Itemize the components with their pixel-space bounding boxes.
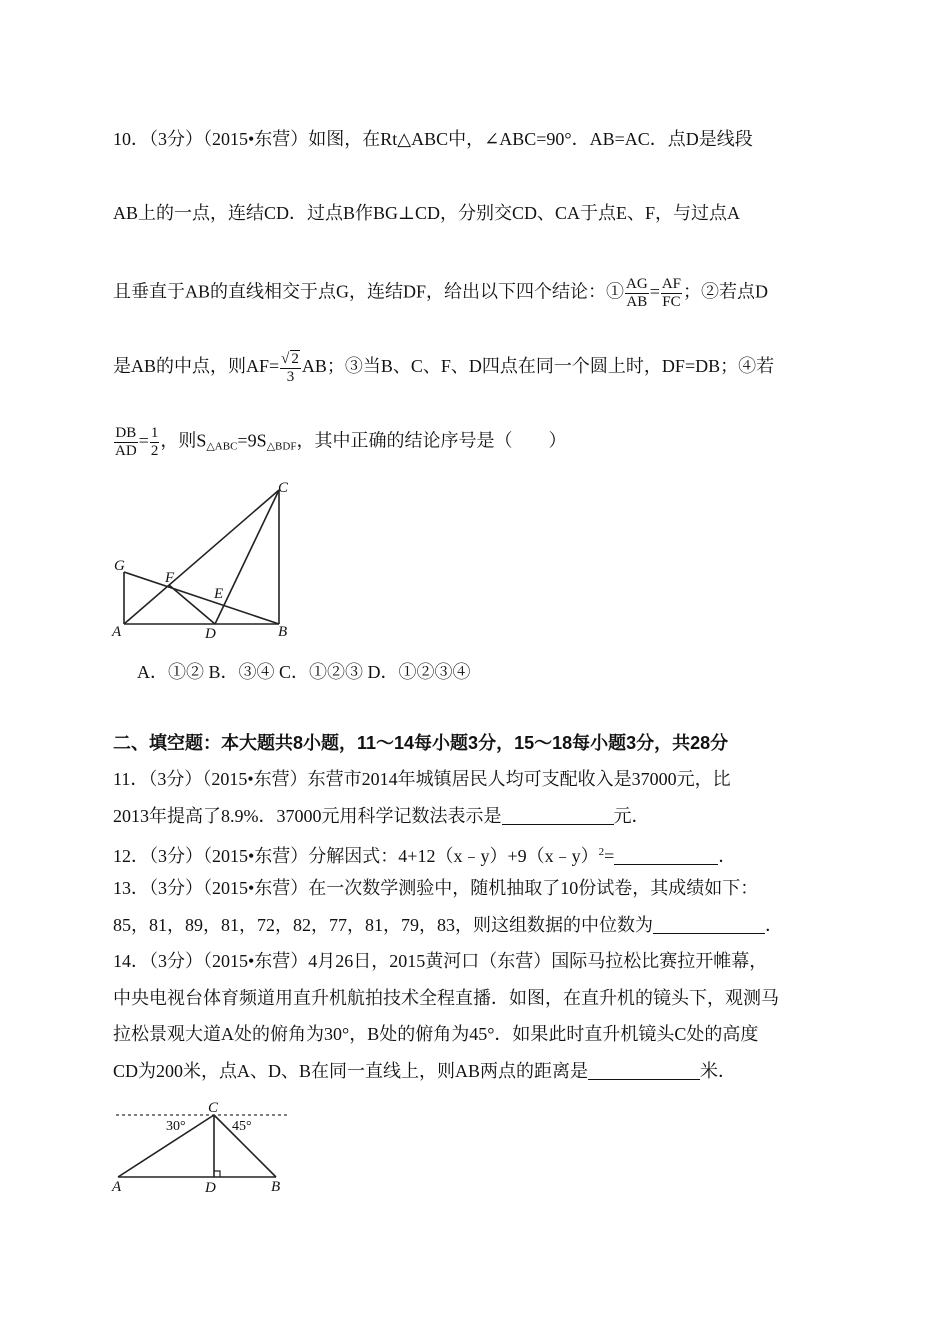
segment-gb (124, 572, 279, 624)
label-f: F (165, 570, 175, 586)
q10-line3-text: 且垂直于AB的直线相交于点G，连结DF，给出以下四个结论：① (113, 281, 625, 302)
label-d: D (205, 626, 216, 642)
q13-line2: 85，81，89，81，72，82，77，81，79，83，则这组数据的中位数为 ． (113, 915, 783, 935)
q10-line5-b: =9S (237, 430, 267, 451)
label-b: B (278, 624, 288, 640)
label-c: C (278, 480, 289, 496)
q12-line: 12．（3分）（2015•东营）分解因式：4+12（x﹣y）+9（x﹣y）$^2$= ． (113, 846, 737, 866)
q10-line5 (113, 425, 566, 460)
answer-blank-q11[interactable] (502, 806, 614, 825)
q10-line5-c: ，其中正确的结论序号是（ ） (296, 430, 567, 451)
label-angle-30: 30° (166, 1119, 186, 1134)
fraction-1-2: $\frac{1}{2}$ (150, 425, 159, 459)
segment-cd (215, 490, 279, 624)
q10-options: A．①② B．③④ C．①②③ D．①②③④ (137, 662, 471, 682)
q14-line4: CD为200米，点A、D、B在同一直线上，则AB两点的距离是 米． (113, 1061, 737, 1081)
subscript-bdf: △BDF (266, 440, 297, 453)
equals-sign-2: = (138, 430, 149, 451)
q10-line5-a: ，则S (160, 430, 207, 451)
label-c-q14: C (208, 1100, 219, 1116)
fraction-af-fc: $\frac{AF}{FC}$ (661, 276, 682, 310)
q10-line2: AB上的一点，连结CD．过点B作BG⊥CD，分别交CD、CA于点E、F，与过点A (113, 203, 740, 223)
label-a-q14: A (112, 1179, 122, 1195)
q13-line1: 13．（3分）（2015•东营）在一次数学测验中，随机抽取了10份试卷，其成绩如下： (113, 878, 759, 898)
answer-blank-q13[interactable] (653, 915, 765, 934)
fraction-ag-ab: $\frac{AG}{AB}$ (626, 276, 648, 310)
equals-sign: = (649, 281, 660, 302)
q14-line3: 拉松景观大道A处的俯角为30°，B处的俯角为45°．如果此时直升机镜头C处的高度 (113, 1024, 759, 1044)
q10-triangle-figure (108, 470, 308, 650)
answer-blank-q12[interactable] (614, 846, 718, 865)
label-a: A (112, 624, 122, 640)
subscript-abc: △ABC (206, 440, 238, 453)
label-d-q14: D (205, 1180, 216, 1196)
label-g: G (114, 558, 125, 574)
q10-line1: 10．（3分）（2015•东营）如图，在Rt△ABC中，∠ABC=90°．AB=AC．点D是线段 (113, 129, 753, 149)
label-angle-45: 45° (232, 1119, 252, 1134)
fraction-db-ad: $\frac{DB}{AD}$ (115, 425, 137, 459)
label-b-q14: B (271, 1179, 281, 1195)
q10-line4 (113, 350, 774, 386)
q10-line4-tail: AB；③当B、C、F、D四点在同一个圆上时，DF=DB；④若 (301, 356, 775, 377)
q10-line3 (113, 276, 768, 311)
superscript-2: 2 (598, 846, 605, 858)
q11-line1: 11．（3分）（2015•东营）东营市2014年城镇居民人均可支配收入是37000元，比 (113, 769, 731, 789)
segment-ac (124, 490, 279, 624)
q14-helicopter-figure (108, 1095, 308, 1200)
q10-line3-tail: ；②若点D (683, 281, 769, 302)
answer-blank-q14[interactable] (588, 1061, 700, 1080)
right-angle-mark (214, 1171, 220, 1177)
label-e: E (214, 586, 224, 602)
fraction-sqrt2-3: $\frac{√ 2}{3}$ (281, 351, 299, 385)
q10-line4-text: 是AB的中点，则AF= (113, 356, 280, 377)
q11-line2: 2013年提高了8.9%．37000元用科学记数法表示是 元． (113, 806, 650, 826)
segment-df (169, 585, 215, 624)
section2-title: 二、填空题：本大题共8小题，11～14每小题3分，15～18每小题3分，共28分 (113, 733, 729, 753)
q14-line2: 中央电视台体育频道用直升机航拍技术全程直播．如图，在直升机的镜头下，观测马 (113, 988, 779, 1008)
q14-line1: 14．（3分）（2015•东营）4月26日，2015黄河口（东营）国际马拉松比赛拉开帷幕， (113, 951, 768, 971)
